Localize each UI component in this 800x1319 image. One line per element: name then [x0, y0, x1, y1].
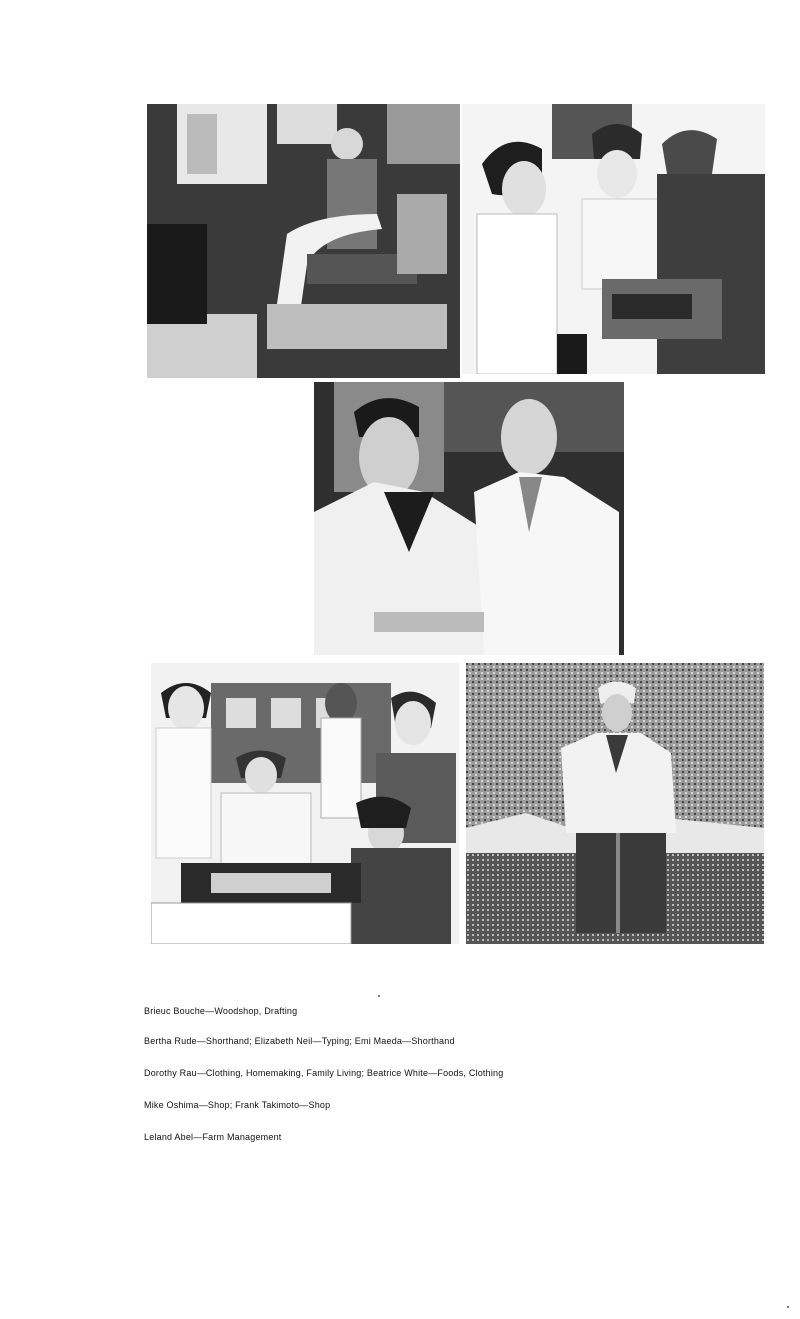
photo-office: [462, 104, 765, 374]
caption-woodshop: Brieuc Bouche—Woodshop, Drafting: [144, 1006, 298, 1016]
photo-homemaking: [151, 663, 459, 944]
photo-shop: [314, 382, 624, 655]
photo-farm: [466, 663, 764, 944]
caption-office: Bertha Rude—Shorthand; Elizabeth Neil—Typing; Emi Maeda—Shorthand: [144, 1036, 455, 1046]
caption-farm: Leland Abel—Farm Management: [144, 1132, 282, 1142]
scan-speck: [378, 995, 380, 997]
caption-homemaking: Dorothy Rau—Clothing, Homemaking, Family Living; Beatrice White—Foods, Clothing: [144, 1068, 504, 1078]
photo-woodshop: [147, 104, 460, 378]
caption-shop: Mike Oshima—Shop; Frank Takimoto—Shop: [144, 1100, 331, 1110]
scan-speck: [787, 1306, 789, 1308]
